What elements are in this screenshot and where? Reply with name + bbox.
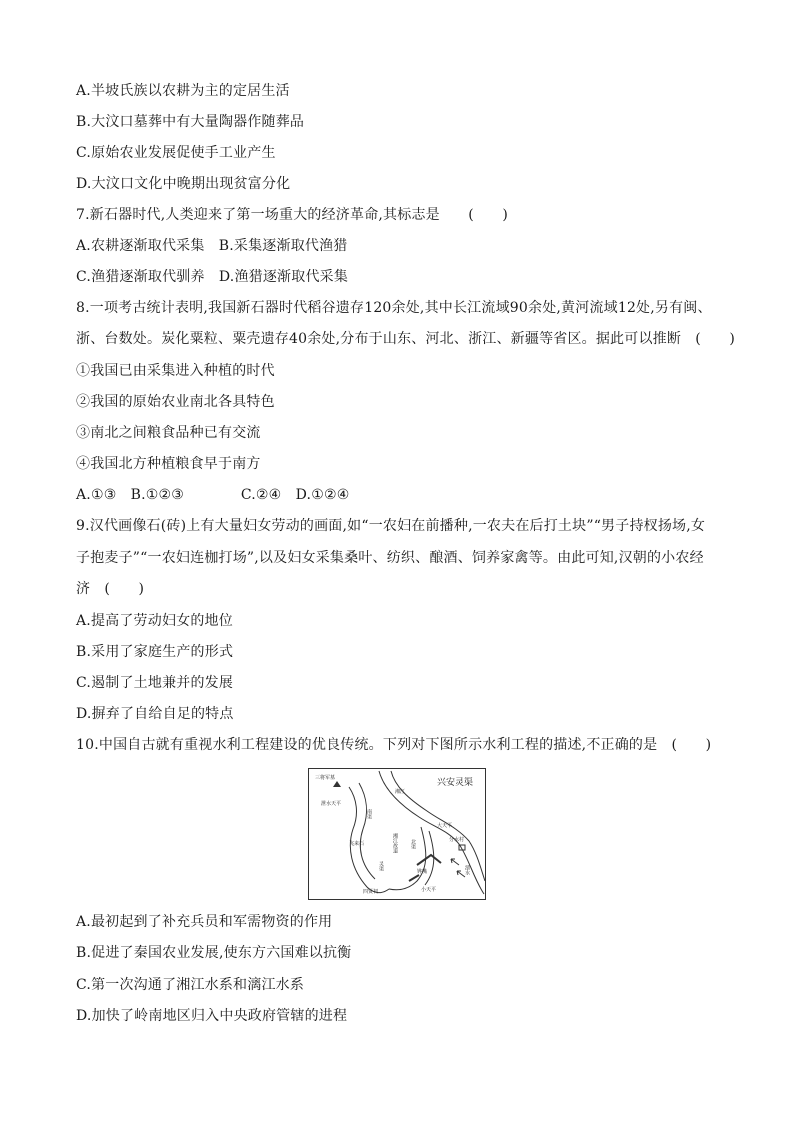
map-label-huadui: 铧嘴 [417, 869, 428, 875]
q9-option-a: A.提高了劳动妇女的地位 [76, 613, 233, 629]
q6-option-d: D.大汶口文化中晚期出现贫富分化 [76, 176, 291, 192]
q10-stem: 10.中国自古就有重视水利工程建设的优良传统。下列对下图所示水利工程的描述,不正确的是 ( ) [76, 737, 712, 753]
q7-options-ab: A.农耕逐渐取代采集 B.采集逐渐取代渔猎 [76, 238, 348, 254]
q8-item-2: ②我国的原始农业南北各具特色 [76, 394, 275, 410]
q10-option-d: D.加快了岭南地区归入中央政府管辖的进程 [76, 1008, 348, 1024]
map-label-beiqu: 北渠 [410, 839, 416, 849]
q8-stem-line2: 浙、台数处。炭化粟粒、粟壳遗存40余处,分布于山东、河北、浙江、新疆等省区。据此可以推断 ( ) [76, 331, 735, 347]
q10-option-c: C.第一次沟通了湘江水系和漓江水系 [76, 977, 305, 993]
map-label-kuangshui: 溃水 [464, 865, 470, 875]
map-label-feilai: 飞来石 [349, 841, 365, 847]
q9-stem-line2: 子抱麦子”“一农妇连枷打场”,以及妇女采集桑叶、纺织、酿酒、饲养家禽等。由此可知,汉朝的小农经 [76, 550, 704, 566]
q9-option-c: C.遏制了土地兼并的发展 [76, 675, 234, 691]
q6-option-a: A.半坡氏族以农耕为主的定居生活 [76, 83, 290, 99]
nanqu-canal-line [349, 787, 389, 893]
map-label-nanqu: 南渠 [366, 809, 372, 819]
map-label-xieshui: 泄水天平 [321, 801, 342, 807]
q9-option-d: D.摒弃了自给自足的特点 [76, 706, 234, 722]
q8-item-4: ④我国北方种植粮食早于南方 [76, 456, 261, 472]
nanqu-canal-bank [359, 783, 375, 879]
map-label-xiaotian: 小天平 [421, 887, 437, 893]
q9-option-b: B.采用了家庭生产的形式 [76, 644, 234, 660]
q9-stem-line1: 9.汉代画像石(砖)上有大量妇女劳动的画面,如“一农妇在前播种,一农夫在后打土块”“男子持杈扬场,女 [76, 518, 706, 534]
q7-stem: 7.新石器时代,人类迎来了第一场重大的经济革命,其标志是 ( ) [76, 207, 508, 223]
q7-options-cd: C.渔猎逐渐取代驯养 D.渔猎逐渐取代采集 [76, 269, 349, 285]
q10-option-b: B.促进了秦国农业发展,使东方六国难以抗衡 [76, 945, 352, 961]
huadui-weir [417, 855, 441, 865]
map-label-fenshui: 分水村 [449, 837, 465, 843]
map-label-xiangjiang: 湘江 [395, 789, 406, 795]
q6-option-b: B.大汶口墓葬中有大量陶器作随葬品 [76, 114, 305, 130]
lingqu-map-figure [308, 768, 486, 900]
flow-arrow-icon [451, 859, 459, 865]
q9-stem-line3: 济 ( ) [76, 581, 145, 597]
tomb-marker-icon [333, 781, 341, 787]
map-label-datianping: 大天平 [437, 823, 453, 829]
map-title: 兴安灵渠 [436, 778, 474, 788]
lingqu-map-svg [309, 769, 485, 899]
q6-option-c: C.原始农业发展促使手工业产生 [76, 145, 276, 161]
q8-stem-line1: 8.一项考古统计表明,我国新石器时代稻谷遗存120余处,其中长江流域90余处,黄河流域12处,另有闽、 [76, 300, 712, 316]
map-label-xiangjiang-gudao: 湘江故道 [392, 833, 398, 853]
map-label-sanjiang: 三将军墓 [315, 775, 336, 781]
q8-options: A.①③ B.①②③ C.②④ D.①②④ [76, 487, 350, 503]
q8-item-1: ①我国已由采集进入种植的时代 [76, 363, 275, 379]
q8-item-3: ③南北之间粮食品种已有交流 [76, 425, 261, 441]
q10-option-a: A.最初起到了补充兵员和军需物资的作用 [76, 914, 333, 930]
map-label-sixian: 四贤祠 [363, 889, 379, 895]
map-label-lingqu: 灵渠 [378, 861, 384, 871]
